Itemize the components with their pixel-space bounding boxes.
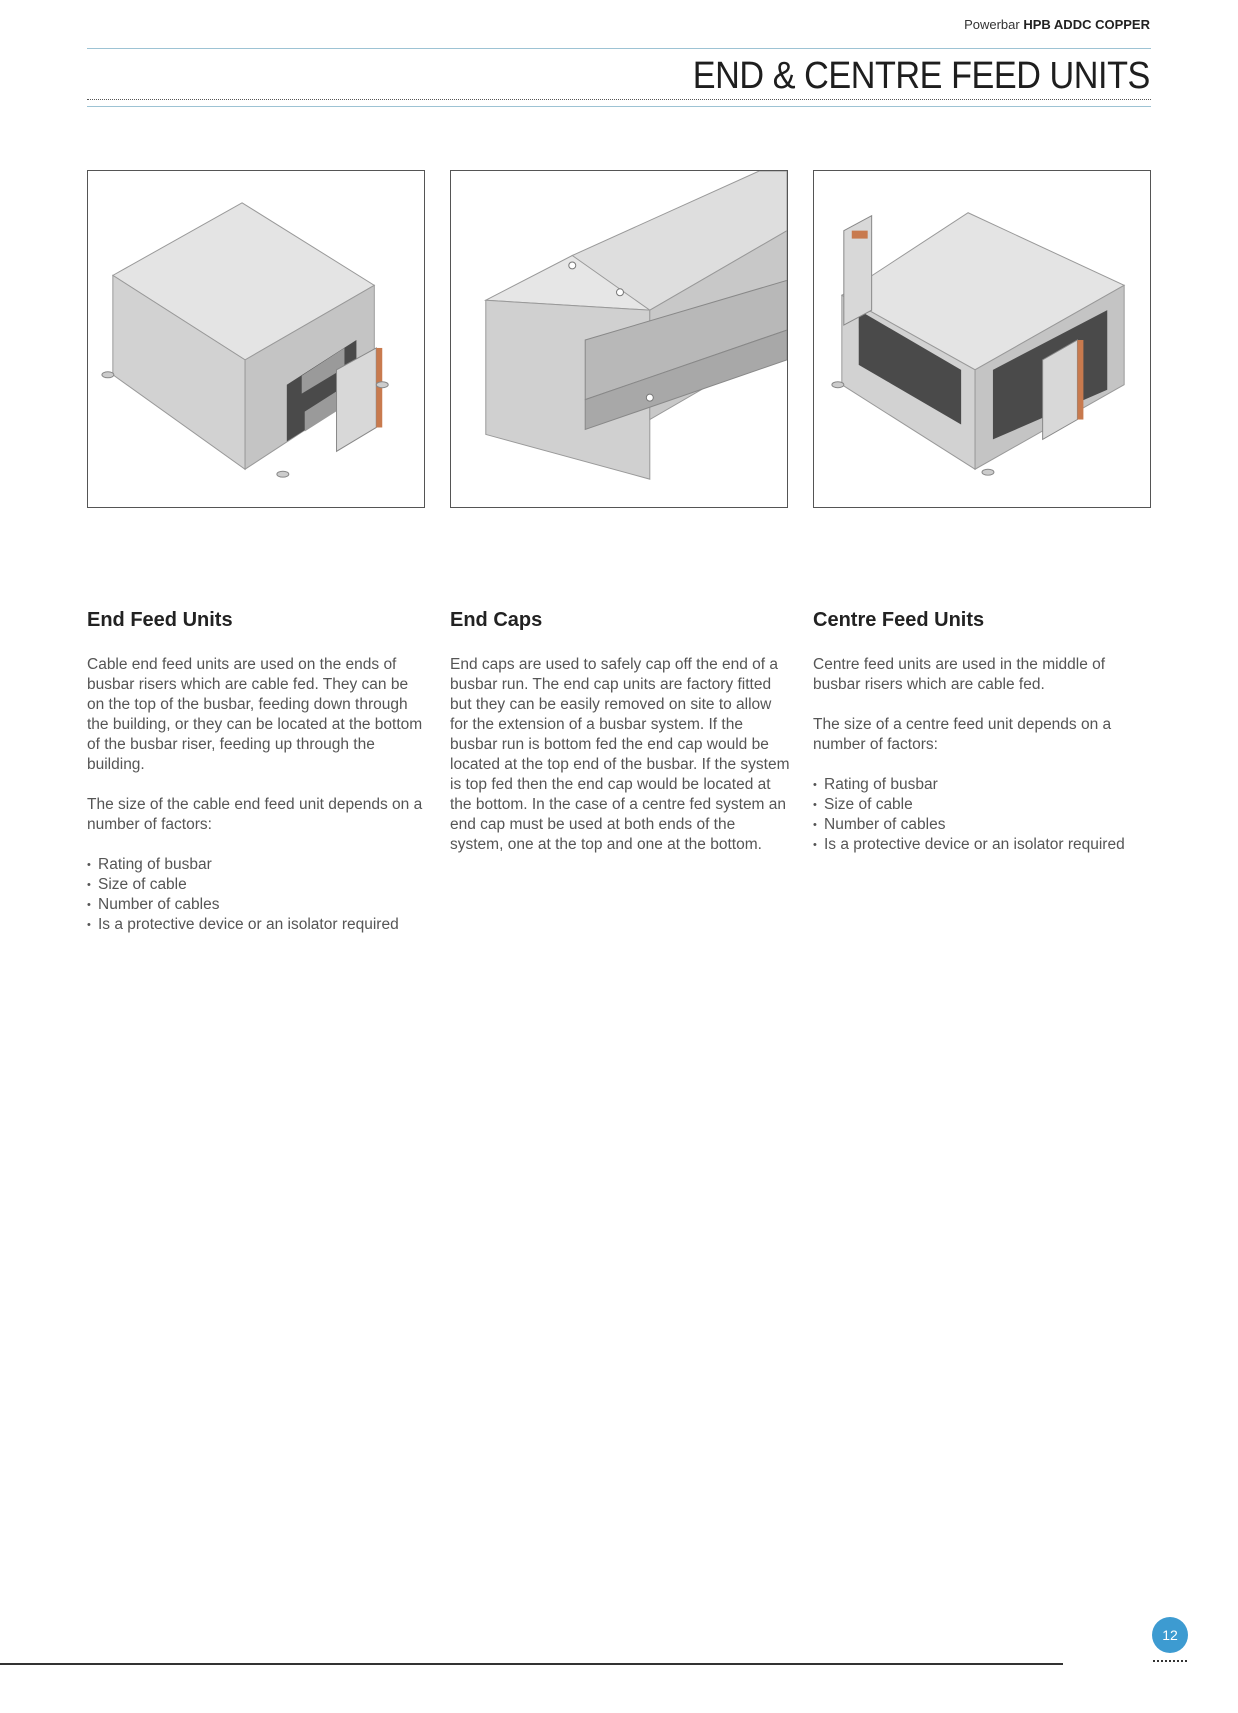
end-cap-illustration — [451, 171, 787, 507]
section-heading: End Caps — [450, 609, 543, 631]
centre-feed-units-section — [813, 609, 1153, 855]
list-item: • Is a protective device or an isolator required — [813, 835, 1153, 855]
list-item: • Number of cables — [813, 815, 1153, 835]
section-heading: Centre Feed Units — [813, 609, 985, 631]
factor-list — [87, 855, 427, 935]
list-item: • Rating of busbar — [813, 775, 1153, 795]
title-rule — [87, 106, 1151, 107]
brand-prefix: Powerbar — [964, 17, 1020, 32]
page-number-badge — [1152, 1617, 1188, 1653]
section-heading: End Feed Units — [87, 609, 233, 631]
brand-line — [964, 17, 1150, 32]
end-cap-figure — [450, 170, 788, 508]
factor-list — [813, 775, 1153, 855]
brand-product: HPB ADDC COPPER — [1023, 17, 1150, 32]
section-paragraph: End caps are used to safely cap off the end of a busbar run. The end cap units are factory fitted but they can be easily removed on site to allow for the extension of a busbar system. If the busbar run is bottom fed the end cap would be located at the top end of the busbar. If the system is top fed then the end cap would be located at the bottom. In the case of a centre fed system an end cap must be used at both ends of the system, one at the top and one at the bottom. — [450, 656, 790, 853]
end-feed-units-section — [87, 609, 427, 935]
list-item: • Size of cable — [813, 795, 1153, 815]
footer-rule — [0, 1663, 1063, 1665]
page-title: END & CENTRE FEED UNITS — [692, 55, 1150, 97]
end-caps-section — [450, 609, 790, 875]
header-rule — [87, 48, 1151, 49]
page-number: 12 — [1162, 1627, 1178, 1643]
section-paragraph: Cable end feed units are used on the ends of busbar risers which are cable fed. They can be on the top of the busbar, feeding down through the building, or they can be located at the bottom of the busbar riser, feeding up through the building. — [87, 656, 423, 773]
list-item: • Rating of busbar — [87, 855, 427, 875]
section-paragraph: Centre feed units are used in the middle of busbar risers which are cable fed. — [813, 656, 1106, 693]
section-paragraph: The size of a centre feed unit depends on a number of factors: — [813, 716, 1112, 753]
centre-feed-unit-illustration — [814, 171, 1150, 507]
centre-feed-unit-figure — [813, 170, 1151, 508]
section-paragraph: The size of the cable end feed unit depends on a number of factors: — [87, 796, 423, 833]
list-item: • Number of cables — [87, 895, 427, 915]
end-feed-unit-figure — [87, 170, 425, 508]
page-number-dots — [1153, 1660, 1187, 1662]
list-item: • Is a protective device or an isolator required — [87, 915, 427, 935]
end-feed-unit-illustration — [88, 171, 424, 507]
title-dotted-rule — [87, 99, 1151, 100]
list-item: • Size of cable — [87, 875, 427, 895]
